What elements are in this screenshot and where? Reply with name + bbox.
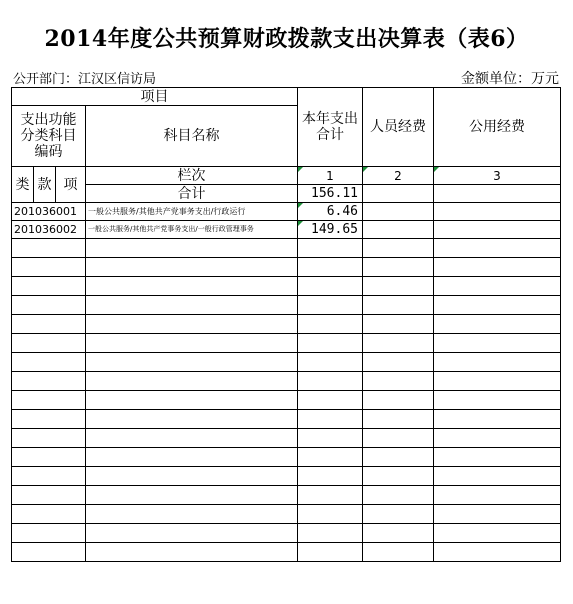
row-subject: 一般公共服务/其他共产党事务支出/一般行政管理事务	[86, 221, 298, 239]
empty-row	[12, 505, 561, 524]
row-code: 201036002	[12, 221, 86, 239]
total-label: 合计	[86, 185, 298, 203]
table-row	[12, 203, 561, 221]
row-amount: 149.65	[298, 221, 363, 239]
empty-row	[12, 486, 561, 505]
header-kuan: 款	[34, 167, 56, 203]
header-public-expense: 公用经费	[434, 88, 561, 167]
empty-row	[12, 372, 561, 391]
column-number-1: 1	[298, 167, 363, 185]
empty-row	[12, 296, 561, 315]
header-personnel-expense: 人员经费	[363, 88, 434, 167]
empty-row	[12, 353, 561, 372]
empty-row	[12, 467, 561, 486]
header-xiang: 项	[56, 167, 86, 203]
row-amount: 6.46	[298, 203, 363, 221]
empty-row	[12, 543, 561, 562]
empty-row	[12, 410, 561, 429]
header-subject-name: 科目名称	[86, 106, 298, 167]
report-title: 2014年度公共预算财政拨款支出决算表（表6）	[44, 26, 529, 52]
total-amount: 156.11	[298, 185, 363, 203]
budget-table	[11, 87, 561, 562]
empty-row	[12, 315, 561, 334]
header-project: 项目	[12, 88, 298, 106]
empty-row	[12, 239, 561, 258]
empty-row	[12, 429, 561, 448]
empty-row	[12, 524, 561, 543]
header-lei: 类	[12, 167, 34, 203]
column-number-2: 2	[363, 167, 434, 185]
column-order-label: 栏次	[86, 167, 298, 185]
row-subject: 一般公共服务/其他共产党事务支出/行政运行	[86, 203, 298, 221]
column-number-3: 3	[434, 167, 561, 185]
table-row	[12, 221, 561, 239]
department-label: 公开部门：江汉区信访局	[13, 72, 157, 87]
empty-row	[12, 448, 561, 467]
blank-rows	[12, 239, 561, 562]
empty-row	[12, 334, 561, 353]
empty-row	[12, 258, 561, 277]
row-code: 201036001	[12, 203, 86, 221]
unit-label: 金额单位：万元	[461, 71, 559, 87]
empty-row	[12, 391, 561, 410]
empty-row	[12, 277, 561, 296]
header-total-expenditure: 本年支出合计	[298, 88, 363, 167]
header-function-code: 支出功能分类科目编码	[12, 106, 86, 167]
